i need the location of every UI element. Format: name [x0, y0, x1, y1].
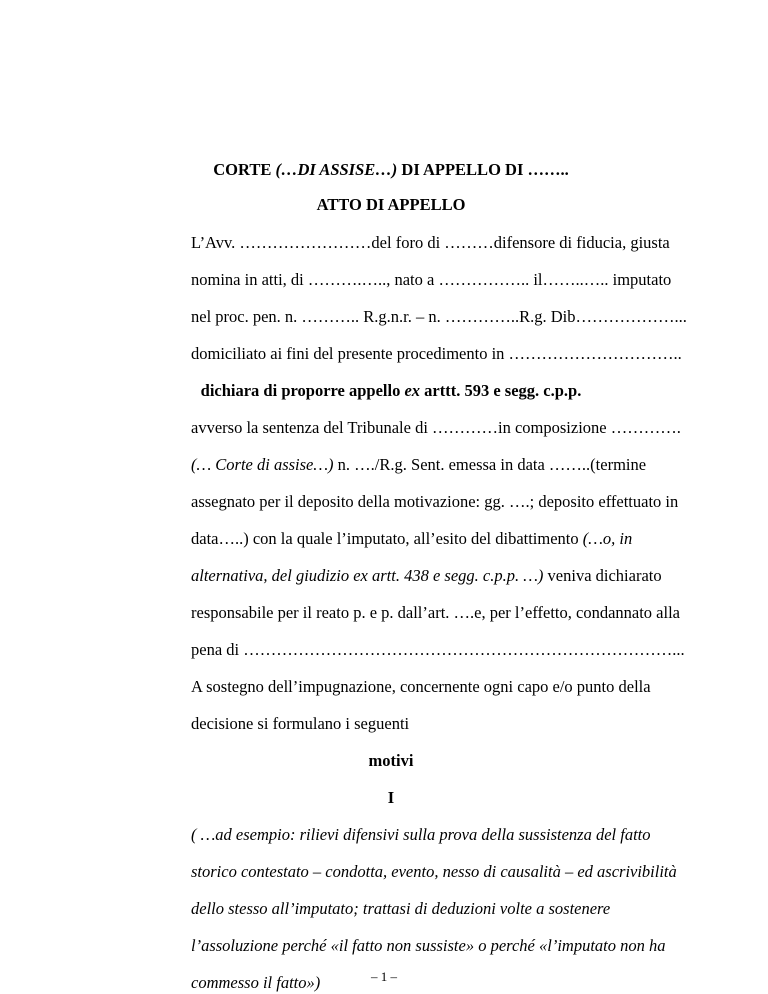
body-line: alternativa, del giudizio ex artt. 438 e segg. c.p.p. …) veniva dichiarato: [191, 566, 662, 585]
body-line: decisione si formulano i seguenti: [191, 714, 410, 733]
section-one-line: dello stesso all’imputato; trattasi di deduzioni volte a sostenere: [191, 899, 611, 918]
body-line: avverso la sentenza del Tribunale di …………in composizione ………….: [191, 418, 681, 437]
intro-line: nomina in atti, di ……….….., nato a …………….. il……..….. imputato: [191, 270, 672, 289]
body-line: (… Corte di assise…) n. …./R.g. Sent. emessa in data ……..(termine: [191, 455, 647, 474]
court-title: CORTE (…DI ASSISE…) DI APPELLO DI ……..: [213, 160, 569, 179]
body-line: data…..) con la quale l’imputato, all’esito del dibattimento (…o, in: [191, 529, 633, 548]
body-line: pena di ……………………………………………………………………...: [191, 640, 685, 659]
section-one-line: storico contestato – condotta, evento, nesso di causalità – ed ascrivibilità: [191, 862, 677, 881]
intro-line: L’Avv. ……………………del foro di ………difensore di fiducia, giusta: [191, 233, 670, 252]
body-line: responsabile per il reato p. e p. dall’art. ….e, per l’effetto, condannato alla: [191, 603, 680, 622]
section-heading: I: [387, 788, 395, 807]
intro-line: domiciliato ai fini del presente procedimento in …………………………..: [191, 344, 682, 363]
section-one-line: commesso il fatto»): [191, 973, 321, 992]
declaration-heading: dichiara di proporre appello ex arttt. 593 e segg. c.p.p.: [200, 381, 582, 400]
section-one-line: l’assoluzione perché «il fatto non sussiste» o perché «l’imputato non ha: [191, 936, 666, 955]
page-number: – 1 –: [371, 969, 397, 984]
body-line: assegnato per il deposito della motivazione: gg. ….; deposito effettuato in: [191, 492, 679, 511]
motivi-heading: motivi: [368, 751, 414, 770]
body-line: A sostegno dell’impugnazione, concernente ogni capo e/o punto della: [191, 677, 651, 696]
section-one-line: ( …ad esempio: rilievi difensivi sulla prova della sussistenza del fatto: [191, 825, 651, 844]
intro-line: nel proc. pen. n. ……….. R.g.n.r. – n. …………..R.g. Dib………………...: [191, 307, 687, 326]
document-subtitle: ATTO DI APPELLO: [316, 195, 466, 214]
